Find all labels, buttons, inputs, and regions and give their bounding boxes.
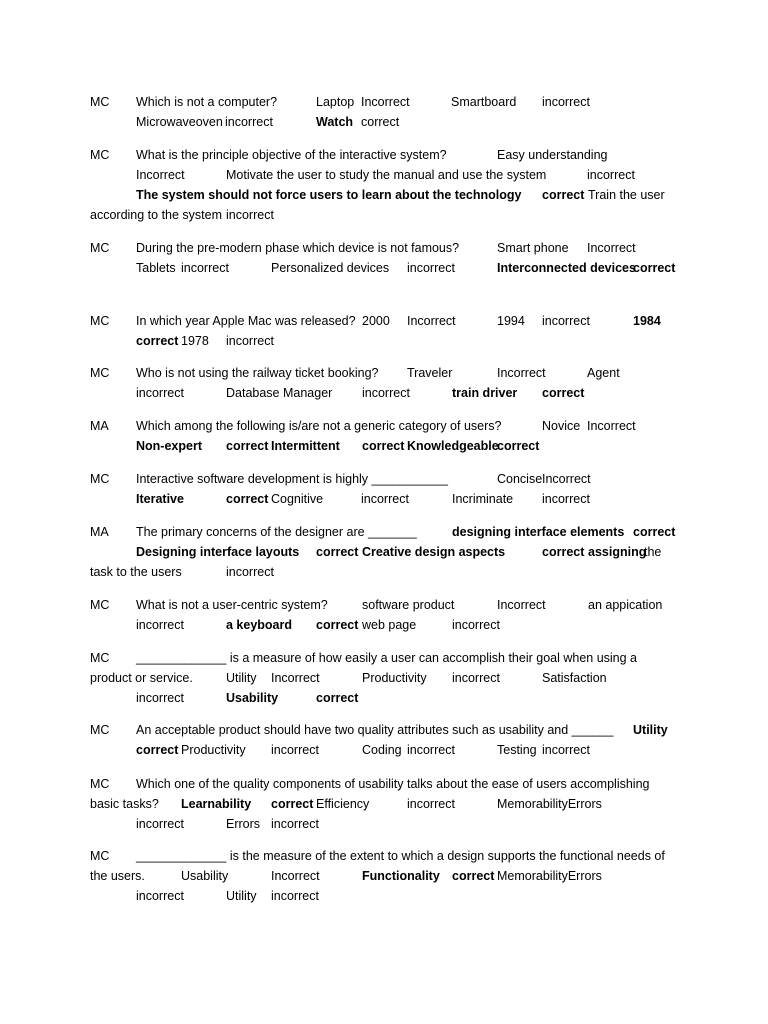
answer-status: incorrect [136, 889, 184, 903]
question-line [90, 814, 690, 834]
answer-option: 1994 [497, 314, 525, 328]
question-text: During the pre-modern phase which device is not famous? [136, 241, 460, 255]
answer-option: Cognitive [271, 492, 324, 506]
answer-status: incorrect [452, 671, 500, 685]
answer-status: correct [633, 525, 676, 539]
answer-status: correct [361, 115, 400, 129]
answer-status: incorrect [587, 168, 635, 182]
answer-status: incorrect [542, 314, 590, 328]
question-block [90, 145, 690, 225]
answer-status: correct [316, 545, 359, 559]
answer-option: Incriminate [452, 492, 514, 506]
question-text: the users. [90, 869, 145, 883]
question-line [90, 886, 690, 906]
question-type: MA [90, 525, 109, 539]
answer-option: Errors [226, 817, 261, 831]
question-line [90, 595, 690, 615]
answer-option: Watch [316, 115, 354, 129]
answer-status: incorrect [407, 743, 455, 757]
question-block [90, 648, 690, 708]
question-line [90, 489, 690, 509]
question-type: MC [90, 241, 110, 255]
question-text: product or service. [90, 671, 193, 685]
answer-option: designing interface elements [452, 525, 625, 539]
question-text: _____________ is a measure of how easily a user can accomplish their goal when using a [136, 651, 638, 665]
answer-status: incorrect [136, 386, 184, 400]
answer-option: software product [362, 598, 455, 612]
answer-option: Train the user [588, 188, 665, 202]
answer-option: according to the system [90, 208, 223, 222]
answer-status: Incorrect [361, 95, 410, 109]
answer-status: Incorrect [587, 419, 636, 433]
question-line [90, 469, 690, 489]
answer-option: Knowledgeable [407, 439, 499, 453]
answer-option: Utility [633, 723, 668, 737]
question-type: MC [90, 651, 110, 665]
question-line [90, 92, 690, 112]
question-line [90, 522, 690, 542]
answer-status: incorrect [181, 261, 229, 275]
question-line [90, 238, 690, 258]
answer-status: incorrect [407, 797, 455, 811]
question-line [90, 794, 690, 814]
answer-status: incorrect [226, 565, 274, 579]
question-line [90, 145, 690, 165]
answer-option: Functionality [362, 869, 440, 883]
question-line [90, 688, 690, 708]
answer-status: Incorrect [407, 314, 456, 328]
answer-status: Incorrect [497, 598, 546, 612]
answer-option: Usability [181, 869, 229, 883]
answer-status: correct [271, 797, 314, 811]
question-text: Which among the following is/are not a generic category of users? [136, 419, 502, 433]
answer-status: incorrect [271, 743, 319, 757]
question-line [90, 542, 690, 562]
question-text: Interactive software development is highly ___________ [136, 472, 449, 486]
question-line [90, 740, 690, 760]
answer-status: correct [633, 261, 676, 275]
answer-option: Non-expert [136, 439, 202, 453]
answer-status: Incorrect [542, 472, 591, 486]
question-line [90, 648, 690, 668]
answer-option: Novice [542, 419, 581, 433]
answer-option: Easy understanding [497, 148, 608, 162]
question-block [90, 238, 690, 278]
question-block [90, 363, 690, 403]
question-type: MC [90, 148, 110, 162]
answer-option: Interconnected devices [497, 261, 636, 275]
answer-option: Tablets [136, 261, 176, 275]
answer-option: Intermittent [271, 439, 340, 453]
answer-option: Database Manager [226, 386, 333, 400]
question-line [90, 416, 690, 436]
answer-option: Utility [226, 889, 257, 903]
question-block [90, 311, 690, 351]
question-line [90, 112, 690, 132]
answer-option: Microwaveoven [136, 115, 223, 129]
answer-option: Motivate the user to study the manual and use the system [226, 168, 547, 182]
question-line [90, 363, 690, 383]
question-line [90, 668, 690, 688]
answer-option: Concise [497, 472, 543, 486]
question-type: MC [90, 95, 110, 109]
question-line [90, 615, 690, 635]
answer-status: Incorrect [497, 366, 546, 380]
answer-status: incorrect [136, 817, 184, 831]
question-line [90, 866, 690, 886]
answer-option: Efficiency [316, 797, 370, 811]
question-block [90, 522, 690, 582]
answer-option: Productivity [181, 743, 246, 757]
question-text: In which year Apple Mac was released? [136, 314, 356, 328]
answer-option: Iterative [136, 492, 184, 506]
answer-status: Incorrect [587, 241, 636, 255]
question-type: MC [90, 777, 110, 791]
question-block [90, 92, 690, 132]
answer-option: 1984 [633, 314, 661, 328]
answer-option: Satisfaction [542, 671, 607, 685]
answer-status: correct [226, 492, 269, 506]
answer-status: incorrect [225, 115, 273, 129]
question-block [90, 774, 690, 834]
answer-option: Coding [362, 743, 402, 757]
answer-option: the [644, 545, 662, 559]
answer-option: Laptop [316, 95, 355, 109]
question-text: Which one of the quality components of usability talks about the ease of users accomplishing [136, 777, 650, 791]
answer-status: incorrect [452, 618, 500, 632]
answer-status: correct [362, 439, 405, 453]
answer-option: Smart phone [497, 241, 569, 255]
answer-option: Usability [226, 691, 279, 705]
answer-status: incorrect [361, 492, 409, 506]
answer-option: an appication [588, 598, 663, 612]
question-type: MC [90, 314, 110, 328]
answer-option: assigning [588, 545, 647, 559]
question-line [90, 311, 690, 331]
answer-status: correct [136, 743, 179, 757]
answer-status: incorrect [226, 334, 274, 348]
answer-status: correct [497, 439, 540, 453]
question-line [90, 331, 690, 351]
answer-status: incorrect [362, 386, 410, 400]
answer-status: incorrect [271, 817, 319, 831]
answer-option: train driver [452, 386, 518, 400]
question-type: MC [90, 598, 110, 612]
answer-status: incorrect [136, 691, 184, 705]
question-line [90, 436, 690, 456]
answer-option: Testing [497, 743, 537, 757]
question-text: An acceptable product should have two quality attributes such as usability and ______ [136, 723, 614, 737]
answer-status: incorrect [407, 261, 455, 275]
answer-option: Smartboard [451, 95, 517, 109]
answer-status: correct [542, 545, 585, 559]
answer-status: correct [226, 439, 269, 453]
answer-status: incorrect [542, 95, 590, 109]
question-block [90, 720, 690, 760]
question-type: MC [90, 366, 110, 380]
answer-status: correct [136, 334, 179, 348]
answer-option: 2000 [362, 314, 390, 328]
question-line [90, 720, 690, 740]
question-type: MC [90, 723, 110, 737]
answer-option: MemorabilityErrors [497, 869, 602, 883]
question-line [90, 205, 690, 225]
question-line [90, 185, 690, 205]
question-block [90, 846, 690, 906]
answer-status: correct [316, 618, 359, 632]
answer-option: Designing interface layouts [136, 545, 300, 559]
answer-option: Learnability [181, 797, 252, 811]
answer-option: Personalized devices [271, 261, 390, 275]
question-line [90, 774, 690, 794]
question-text: _____________ is the measure of the extent to which a design supports the functional needs of [136, 849, 665, 863]
answer-option: Traveler [407, 366, 453, 380]
answer-status: incorrect [542, 743, 590, 757]
answer-status: Incorrect [136, 168, 185, 182]
question-line [90, 383, 690, 403]
answer-option: The system should not force users to learn about the technology [136, 188, 522, 202]
answer-option: a keyboard [226, 618, 293, 632]
answer-status: incorrect [271, 889, 319, 903]
question-text: What is the principle objective of the interactive system? [136, 148, 447, 162]
question-text: What is not a user-centric system? [136, 598, 328, 612]
question-text: The primary concerns of the designer are _______ [136, 525, 417, 539]
answer-option: task to the users [90, 565, 182, 579]
answer-status: correct [316, 691, 359, 705]
answer-status: incorrect [136, 618, 184, 632]
answer-option: Productivity [362, 671, 427, 685]
answer-status: incorrect [542, 492, 590, 506]
question-text: Which is not a computer? [136, 95, 278, 109]
question-line [90, 165, 690, 185]
question-type: MC [90, 849, 110, 863]
question-line [90, 846, 690, 866]
question-text: Who is not using the railway ticket booking? [136, 366, 379, 380]
answer-option: Creative design aspects [362, 545, 506, 559]
question-block [90, 416, 690, 456]
question-block [90, 469, 690, 509]
question-line [90, 258, 690, 278]
question-text: basic tasks? [90, 797, 159, 811]
answer-option: web page [362, 618, 417, 632]
answer-option: 1978 [181, 334, 209, 348]
answer-status: correct [542, 188, 585, 202]
answer-status: correct [452, 869, 495, 883]
answer-status: Incorrect [271, 869, 320, 883]
answer-option: Agent [587, 366, 620, 380]
answer-status: Incorrect [271, 671, 320, 685]
answer-option: Utility [226, 671, 257, 685]
question-type: MC [90, 472, 110, 486]
question-line [90, 562, 690, 582]
question-type: MA [90, 419, 109, 433]
question-block [90, 595, 690, 635]
answer-option: MemorabilityErrors [497, 797, 602, 811]
answer-status: correct [542, 386, 585, 400]
answer-status: incorrect [226, 208, 274, 222]
